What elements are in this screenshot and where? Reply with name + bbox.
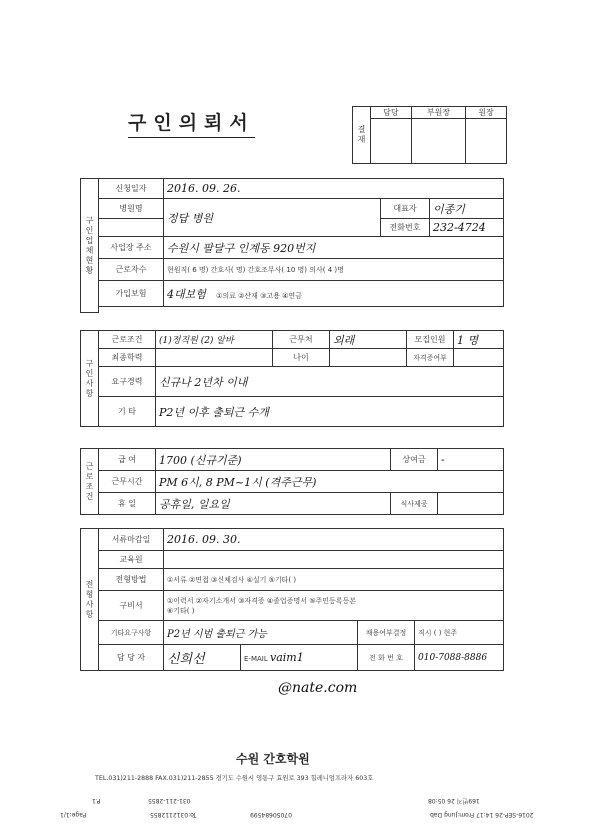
insurance-label: 가입보험 — [99, 281, 164, 307]
company-section — [80, 178, 504, 313]
email-domain: @nate.com — [278, 680, 358, 696]
phone-value: 232-4724 — [430, 219, 504, 237]
education-label: 최종학력 — [99, 349, 156, 367]
school-contact: TEL.031)211-2888 FAX.031)211-2855 경기도 수원시 영통구 효원로 393 힐레니엄프라자 603호 — [95, 775, 374, 782]
insurance-value: 4대보험 — [167, 287, 206, 301]
ceo-label: 대표자 — [381, 199, 430, 219]
approval-side-label: 결재 — [353, 107, 371, 164]
documents-label: 구비서 — [99, 591, 164, 621]
conditions-section — [80, 448, 504, 515]
fax-footer-page: Page:1/1 — [60, 811, 87, 818]
insurance-cell — [164, 281, 504, 307]
screening-section — [80, 528, 504, 671]
phone-number-label: 전 화 번 호 — [358, 645, 415, 671]
salary-value: 1700 (신규기준) — [156, 449, 391, 471]
meal-label: 식사제공 — [391, 493, 438, 515]
phone-label: 전화번호 — [381, 219, 430, 237]
fax-footer-right2: 169번지 26 05:08 — [428, 797, 480, 804]
headcount-value: 1 명 — [454, 331, 504, 349]
screening-side-label: 전형사항 — [81, 529, 99, 671]
documents-value-other: ⑥기타( ) — [167, 606, 195, 615]
conditions-side-label: 근로조건 — [81, 449, 99, 515]
hospital-name-label: 병원명 — [99, 199, 164, 219]
etc-value: P2년 이후 출퇴근 수개 — [156, 397, 504, 427]
recruit-side-label: 구인사항 — [81, 331, 99, 427]
age-label: 나이 — [273, 349, 330, 367]
email-label: E-MAIL — [244, 655, 268, 663]
approval-header-director: 원장 — [466, 107, 507, 119]
fax-footer-number: 07050684599 — [250, 811, 292, 818]
hire-decision-label: 채용여부결정 — [358, 621, 415, 645]
ceo-value: 이종기 — [430, 199, 504, 219]
hours-label: 근무시간 — [99, 471, 156, 493]
fax-footer-from: 2016-SEP-26 14:17 From:Jung Dab — [430, 811, 534, 818]
holiday-label: 휴 일 — [99, 493, 156, 515]
hire-decision-value: 직시 ( ) 현주 — [415, 621, 504, 645]
address-label: 사업장 주소 — [99, 237, 164, 259]
hospital-name-value: 정답 병원 — [164, 199, 381, 237]
contact-person-value: 신희선 — [164, 645, 241, 671]
method-value: ①서류 ②면접 ③신체검사 ④실기 ⑤기타( ) — [164, 569, 504, 591]
license-label: 자격증여부 — [407, 349, 454, 367]
documents-value: ①이력서 ②자기소개서 ③자격증 ④졸업증명서 ⑤주민등록등본 — [167, 596, 357, 605]
workers-value: 현원직( 6 명) 간호사( 명) 간호조무사( 10 명) 의사( 4 )명 — [164, 259, 504, 281]
workers-label: 근로자수 — [99, 259, 164, 281]
email-cell — [241, 645, 358, 671]
approval-header-staff: 담당 — [371, 107, 412, 119]
page-title: 구인의뢰서 — [128, 108, 255, 138]
company-side-label: 구인업체현황 — [81, 179, 99, 313]
requirement-value: P2년 시범 출퇴근 가능 — [164, 621, 358, 645]
headcount-label: 모집인원 — [407, 331, 454, 349]
deadline-value: 2016. 09. 30. — [164, 529, 504, 551]
holiday-value: 공휴일, 일요일 — [156, 493, 391, 515]
fax-footer-to: To:0312112855 — [150, 811, 197, 818]
recruit-section — [80, 330, 504, 427]
approval-box — [352, 106, 507, 164]
school-field-label: 교육원 — [99, 551, 164, 569]
fax-footer-pagenum: P.1 — [92, 797, 101, 804]
experience-value: 신규나 2년차 이내 — [156, 367, 504, 397]
deadline-label: 서류마감일 — [99, 529, 164, 551]
documents-cell — [164, 591, 504, 621]
fax-footer-mid3: 031-211-2855 — [148, 797, 191, 804]
workplace-value: 외래 — [330, 331, 407, 349]
school-name: 수원 간호학원 — [236, 752, 310, 766]
approval-header-deputy: 부원장 — [411, 107, 466, 119]
bonus-value: - — [438, 449, 504, 471]
email-value: vaim1 — [269, 651, 304, 664]
experience-label: 요구경력 — [99, 367, 156, 397]
etc-label: 기 타 — [99, 397, 156, 427]
contact-person-label: 담 당 자 — [99, 645, 164, 671]
hours-value: PM 6시, 8 PM~1시 (격주근무) — [156, 471, 504, 493]
apply-date-value: 2016. 09. 26. — [164, 179, 504, 199]
contact-phone-value: 010-7088-8886 — [415, 645, 504, 671]
bonus-label: 상여금 — [391, 449, 438, 471]
requirement-label: 기타요구사항 — [99, 621, 164, 645]
insurance-options: ①의료 ②산재 ③고용 ④연금 — [216, 291, 302, 300]
work-type-value: (1)정직원 (2) 알바 — [156, 331, 273, 349]
method-label: 전형방법 — [99, 569, 164, 591]
work-type-label: 근로조건 — [99, 331, 156, 349]
workplace-label: 근무처 — [273, 331, 330, 349]
salary-label: 급 여 — [99, 449, 156, 471]
apply-date-label: 신청일자 — [99, 179, 164, 199]
school-logo — [236, 750, 310, 767]
address-value: 수원시 팔달구 인계동 920번지 — [164, 237, 504, 259]
